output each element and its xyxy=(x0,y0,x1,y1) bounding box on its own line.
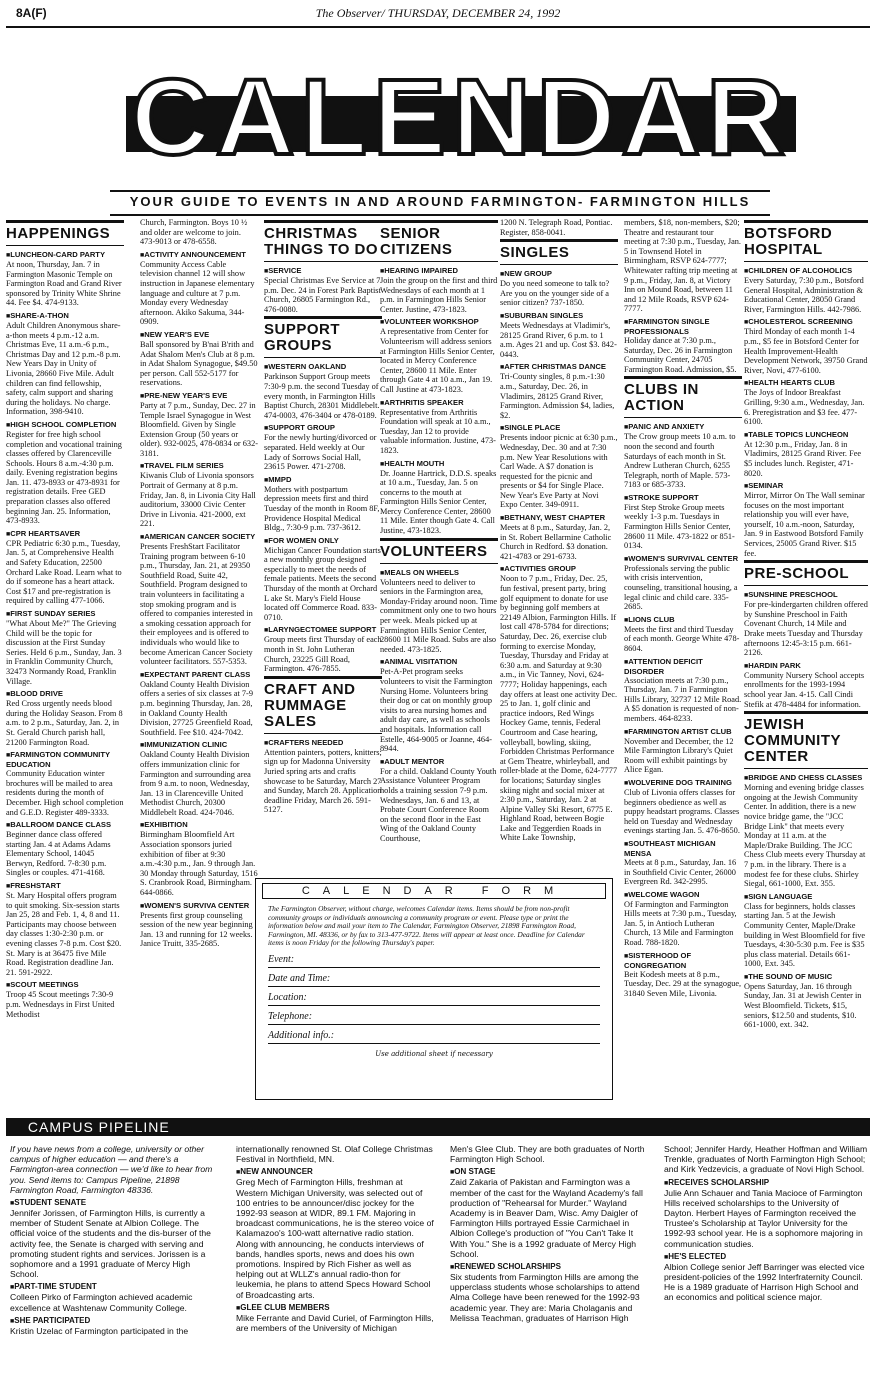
item-heading: ■ ATTENTION DEFICIT DISORDER xyxy=(624,657,742,676)
item-body: The Crow group meets 10 a.m. to noon the second and fourth Saturdays of each month in St. Andrew Lutheran Church, 6255 Telegraph, north of Maple. 573-7183 or 685-3733. xyxy=(624,432,736,490)
item-heading: ■ BETHANY, WEST CHAPTER xyxy=(500,513,618,523)
item-heading: ■ EXPECTANT PARENT CLASS xyxy=(140,670,258,680)
item-body: Do you need someone to talk to? Are you on the younger side of a senior citizen? 737-1850. xyxy=(500,279,610,308)
campus-pipeline-bar xyxy=(6,1118,870,1136)
column-happenings xyxy=(6,218,124,1019)
item-body: Mothers with postpartum depression meets first and third Tuesday of the month in Room 8F, Providence Hospital Medical Bldg., 7:30-9 p.m. 737-3612. xyxy=(264,484,380,533)
item-heading: ■ RECEIVES SCHOLARSHIP xyxy=(664,1178,868,1188)
item-body: Holiday dance at 7:30 p.m., Saturday, Dec. 26 in Farmington Community Center, 24705 Farmington Road. Admission, $5. xyxy=(624,335,737,374)
section-heading: CLUBS IN ACTION xyxy=(624,376,742,418)
item-heading: ■ FRESHSTART xyxy=(6,881,124,891)
item-heading: ■ BLOOD DRIVE xyxy=(6,689,124,699)
page-number: 8A(F) xyxy=(16,6,47,20)
item-body: For a child. Oakland County Youth Assistance Volunteer Program holds a training session 7-9 p.m. Wednesdays, Jan. 6 and 13, at Probate Court Conference Room on the second floor in the East Wing of the Oakland County Courthouse, xyxy=(380,766,497,843)
item-body: Every Saturday, 7:30 p.m., Botsford General Hospital, Administration & Educational Center, 28050 Grand River, Farmington Hills. 442-7986. xyxy=(744,276,864,314)
form-field-0: Event: xyxy=(268,954,600,968)
item-heading: ■ WESTERN OAKLAND xyxy=(264,362,382,372)
item-body: Party at 7 p.m., Sunday, Dec. 27 in Temple Israel Synagogue in West Bloomfield. Given by Single Extension Group (50 years or older). 932-0025, 478-0834 or 632-3181. xyxy=(140,400,258,458)
item-heading: ■ BRIDGE AND CHESS CLASSES xyxy=(744,773,868,783)
item-body: Oakland County Health Division offers a series of six classes at 7-9 p.m. beginning Thursday, Jan. 28, in Oakland County Health Division, 27725 Greenfield Road, Southfield. Fee $10. 424-7042. xyxy=(140,679,253,737)
item-heading: ■ TRAVEL FILM SERIES xyxy=(140,461,258,471)
pipeline-column-3 xyxy=(450,1144,650,1323)
section-heading: CHRISTMAS THINGS TO DO xyxy=(264,220,382,262)
item-heading: ■ VOLUNTEER WORKSHOP xyxy=(380,317,498,327)
item-body: Mirror, Mirror On The Wall seminar focuses on the most important relationship you will ever have, yourself, 10 a.m.-noon, Saturday, Jan. 9 in Eastwood Botsford Family Services, 25005 Grand River. $15 fee. xyxy=(744,491,865,558)
section-heading: SUPPORT GROUPS xyxy=(264,316,382,358)
pipeline-c2-lead: internationally renowned St. Olaf College Christmas Festival in Northfield, MN. xyxy=(236,1144,433,1165)
item-heading: ■ PRE-NEW YEAR'S EVE xyxy=(140,391,258,401)
item-heading: ■ STUDENT SENATE xyxy=(10,1198,220,1208)
item-body: Group meets first Thursday of each month in St. John Lutheran Church, 23225 Gill Road, Farmington. 476-7855. xyxy=(264,635,382,674)
item-body: Meets the first and third Tuesday of each month. George White 478-8604. xyxy=(624,624,740,653)
pipeline-column-4 xyxy=(664,1144,868,1303)
item-body: For pre-kindergarten children offered by Sunshine Preschool in Faith Covenant Church, 14 Mile and Drake meets Tuesday and Thursday afternoons 12:45-3:15 p.m. 661-2126. xyxy=(744,600,868,658)
item-heading: ■ RENEWED SCHOLARSHIPS xyxy=(450,1262,650,1272)
section-heading: SINGLES xyxy=(500,239,618,265)
item-body: Six students from Farmington Hills are among the upperclass students whose scholarships to attend Alma College have been renewed for the 1992-93 academic year. They are: Maria Cholaganis and Melissa Teachman, graduates of Harrison High xyxy=(450,1272,640,1323)
item-body: Red Cross urgently needs blood during the Holiday Season. From 8 a.m. to 2 p.m., Saturday, Jan. 2, in St. Gerald Church parish hall, 21200 Farmington Road. xyxy=(6,699,123,747)
item-body: Dr. Joanne Hartrick, D.D.S. speaks at 10 a.m., Tuesday, Jan. 5 on concerns to the mouth at Farmington Hills Senior Center, Mercy Conference Center, 28600 11 Mile. Enter though Gate 4. Call Justine, 473-1823. xyxy=(380,468,497,536)
item-body: Representative from Arthritis Foundation will speak at 10 a.m., Tuesday, Jan 12 to provide valuable information. Justine, 473-1823. xyxy=(380,407,496,455)
item-heading: ■ SIGN LANGUAGE xyxy=(744,892,868,902)
item-body: Ball sponsored by B'nai B'rith and Adat Shalom Men's Club at 8 p.m. in Adat Shalom Synagogue, $49.50 per person. Call 552-5177 for reservations. xyxy=(140,339,258,388)
item-heading: ■ GLEE CLUB MEMBERS xyxy=(236,1303,436,1313)
item-heading: ■ FOR WOMEN ONLY xyxy=(264,536,382,546)
form-field-4: Additional info.: xyxy=(268,1030,600,1044)
item-heading: ■ FARMINGTON SINGLE PROFESSIONALS xyxy=(624,317,742,336)
item-body: First Step Stroke Group meets weekly 1-3 p.m. Tuesdays in Farmington Hills Senior Center, 28600 11 Mile. 473-1822 or 851-0134. xyxy=(624,502,735,551)
item-body: Community Access Cable television channel 12 will show instruction in Japanese elementary language and culture at 7 p.m. Monday every Wednesday afternoon. Akiko Sakuma, 344-0909. xyxy=(140,259,255,327)
item-body: Kristin Uzelac of Farmington participated in the xyxy=(10,1325,189,1336)
item-body: A representative from Center for Volunteerism will address seniors at Farmington Hills Senior Center, located in Mercy Conference Center, 28600 11 Mile. Enter through Gate 4 at 10 a.m., Jan 19. Call Justine at 473-1823. xyxy=(380,327,495,394)
item-body: Troop 45 Scout meetings 7:30-9 p.m. Wednesdays in First United Methodist xyxy=(6,990,115,1019)
lead-text: Church, Farmington. Boys 10 ½ and older are welcome to join. 473-9013 or 478-6558. xyxy=(140,218,248,247)
item-body: St. Mary Hospital offers program to quit smoking. Six-session starts Jan 25, 28 and Feb. 1, 4, 8 and 11. Participants may choose between day classes 1:30-2:30 p.m. or evening classes 7-8 p.m. Cost $20. St. Mary is at 36475 five Mile Road. Registration deadline Jan. 21. 591-2922. xyxy=(6,891,122,977)
item-heading: ■ ANIMAL VISITATION xyxy=(380,657,498,667)
calendar-banner-title: CALENDAR xyxy=(131,56,791,177)
item-heading: ■ HE'S ELECTED xyxy=(664,1252,868,1262)
item-heading: ■ CRAFTERS NEEDED xyxy=(264,738,382,748)
item-body: Oakland County Health Division offers immunization clinic for Farmington and surrounding area from 9 a.m. to noon, Wednesday, Jan. 13 in Clarenceville United Methodist Church, 20300 Middlebelt Road. 424-7046. xyxy=(140,750,251,817)
item-body: Jennifer Jorissen, of Farmington Hills, is currently a member of Student Senate at Albion College. The official voice of the students and the dis-burser of the activity fee, the Senate is charged with serving and promoting student rights and services. Jorissen is a sophomore and a 1991 graduate of Mercy High School. xyxy=(10,1208,211,1280)
item-body: Adult Children Anonymous share-a-thon meets 4 p.m.-12 a.m. Christmas Eve, 11 a.m.-6 p.m., Christmas Day and 12 p.m.-8 p.m. New Years Day in Unity of Livonia, 28660 Five Mile. Adult children can find fellowship, safety, calm support and sharing during the holidays. No charge. Information, 398-9410. xyxy=(6,320,121,417)
column-5 xyxy=(500,218,618,843)
item-heading: ■ STROKE SUPPORT xyxy=(624,493,742,503)
section-heading: BOTSFORD HOSPITAL xyxy=(744,220,868,262)
item-heading: ■ CPR HEARTSAVER xyxy=(6,529,124,539)
section-heading: SENIOR CITIZENS xyxy=(380,220,498,262)
item-heading: ■ HIGH SCHOOL COMPLETION xyxy=(6,420,124,430)
item-heading: ■ SUNSHINE PRESCHOOL xyxy=(744,590,868,600)
item-body: Kiwanis Club of Livonia sponsors Portrait of Germany at 8 p.m. Friday, Jan. 8, in Livonia City Hall auditorium, 33000 Civic Center Drive in Livonia. 421-2000, ext 221. xyxy=(140,471,256,529)
item-body: Morning and evening bridge classes ongoing at the Jewish Community Center. In addition, there is a new novice bridge game, the "JCC Bridge Link" that meets every Monday at 11 a.m. at the Maple/Drake Building. The JCC Chess Club meets every Thursday at 7 p.m. in the library. There is a modest fee for these clubs. Shirley Siegal, 661-1000, Ext. 355. xyxy=(744,783,866,889)
column-6 xyxy=(624,218,742,998)
item-heading: ■ WELCOME WAGON xyxy=(624,890,742,900)
item-heading: ■ HEALTH MOUTH xyxy=(380,459,498,469)
column-3 xyxy=(264,218,382,815)
item-body: Noon to 7 p.m., Friday, Dec. 25, fun festival, present party, bring golf equipment to donate for use by beginning golf members at 22149 Albion, Farmington Hills. If lost call 478-5784 for directions; Saturday, Dec. 26, exercise club forming to exercise Monday, Tuesday, Thursday and Friday at 6:30 a.m. and Saturday at 9:30 a.m., in Vic Tanney, Novi, 624-7777; Holiday happenings, each day offers at least one activity Dec. 25 to Jan. 1, golf clinic and practice indoors, Red Wings Hockey Game, tennis, Federal Courtroom and Case hearing, volleyball, bowling, skiing, Forbidden Christmas Performance at Gem Theatre, whirleyball, and roller-blade at the Dome, 624-7777 for locations; Saturday singles skiing night and social mixer at 2:30 p.m., Saturday, Jan. 2 at Alpine Valley Ski Resort, 6775 E. Highland Road, between Bogie Lake and Teggerdien Roads in White Lake Township, xyxy=(500,574,618,843)
item-heading: ■ FARMINGTON ARTIST CLUB xyxy=(624,727,742,737)
form-field-3: Telephone: xyxy=(268,1011,600,1025)
page-header xyxy=(6,4,870,26)
campus-pipeline-title: CAMPUS PIPELINE xyxy=(27,1119,170,1135)
item-body: "What About Me?" The Grieving Child will be the topic for discussion at the First Sunday Series. Held 6 p.m., Sunday, Jan. 3 in Franklin Community Church, 32473 Normandy Road, Franklin Village. xyxy=(6,619,122,686)
item-heading: ■ ON STAGE xyxy=(450,1167,650,1177)
item-heading: ■ EXHIBITION xyxy=(140,820,258,830)
column-2 xyxy=(140,218,258,949)
section-heading: CRAFT AND RUMMAGE SALES xyxy=(264,676,382,734)
lead-text: 1200 N. Telegraph Road, Pontiac. Register, 858-0041. xyxy=(500,218,613,237)
item-body: Volunteers need to deliver to seniors in the Farmington area, Monday-Friday around noon. Time commitment only one to two hours per week. Meals picked up at Farmington Hills Senior Center, 28600 11 Mile Road. Subs are also needed. 473-1825. xyxy=(380,577,498,654)
item-body: Presents FreshStart Facilitator Training program between 6-10 p.m., Thursday, Jan. 21, at 29350 Southfield Road, Suite 42, Southfield. Program designed to train volunteers in facilitating a stop smoking program and is offered to companies interested in a smoking cessation approach for their employees and is offered to individuals who would like to become American Cancer Society volunteer facilitators. 557-5353. xyxy=(140,542,253,667)
item-heading: ■ CHILDREN OF ALCOHOLICS xyxy=(744,266,868,276)
item-body: Greg Mech of Farmington Hills, freshman at Western Michigan University, was selected out of 100 entries to be announcer/disc jockey for the 1992-93 season at WIDR, 89.1 FM. Majoring in broadcast communications, he is the stereo voice of Kalamazoo's 100-watt alternative radio station. Along with announcing, he conducts interviews of bands, handles sports, news and does his own promotions. Inspired by Rich Fisher as well as helping out at WLLZ's annual radio-thon for leukemia, he plans to attend Specs Howard School of Broadcasting arts. xyxy=(236,1177,434,1300)
item-body: Association meets at 7:30 p.m., Thursday, Jan. 7 in Farmington Hills Library, 32737 12 Mile Road. A $5 donation is requested of non-members. 464-8233. xyxy=(624,675,742,723)
item-heading: ■ ADULT MENTOR xyxy=(380,757,498,767)
item-body: CPR Pediatric 6:30 p.m., Tuesday, Jan. 5, at Comprehensive Health and Safety Education, 22500 Orchard Lake Road. Learn what to do if someone has a heart attack. Cost $17 and pre-registration is required by calling 477-1066. xyxy=(6,538,122,606)
item-body: Mike Ferrante and David Curiel, of Farmington Hills, are members of the University of Michigan xyxy=(236,1312,434,1334)
item-heading: ■ WOLVERINE DOG TRAINING xyxy=(624,778,742,788)
item-heading: ■ SISTERHOOD OF CONGREGATION xyxy=(624,951,742,970)
item-heading: ■ AMERICAN CANCER SOCIETY xyxy=(140,532,258,542)
item-heading: ■ SCOUT MEETINGS xyxy=(6,980,124,990)
item-heading: ■ SINGLE PLACE xyxy=(500,423,618,433)
item-body: Community Nursery School accepts enrollments for the 1993-1994 school year Jan. 4-15. Call Cindi Stefik at 478-4484 for information. xyxy=(744,670,865,709)
item-heading: ■ SOUTHEAST MICHIGAN MENSA xyxy=(624,839,742,858)
pipeline-column-1 xyxy=(10,1144,220,1336)
item-body: Presents indoor picnic at 6:30 p.m., Wednesday, Dec. 30 and at 7:30 p.m. New Year Resolutions with Carl Wade. A $7 donation is requested for the picnic and presents or $4 for Single Place. New Year's Eve Party at Novi Expo Center. 349-0911. xyxy=(500,433,618,510)
item-body: Zaid Zakaria of Pakistan and Farmington was a member of the cast for the Wayland Academy's fall production of "Rehearsal for Murder." Wayland Academy is in Beaver Dam, Wisc. Amy Daigler of Farmington Hills portrayed Essie Carmichael in Albion College's production of "You Can't Take It With You." She is a 1992 graduate of Mercy High School. xyxy=(450,1177,643,1259)
item-body: Opens Saturday, Jan. 16 through Sunday, Jan. 31 at Jewish Center in West Bloomfield. Tickets, $15, seniors, $12.50 and students, $10. 661-1000, ext. 342. xyxy=(744,981,862,1030)
item-body: Parkinson Support Group meets 7:30-9 p.m. the second Tuesday of every month, in Farmington Hills Baptist Church, 28301 Middlebelt. 474-0003, 476-3404 or 478-0189. xyxy=(264,372,380,420)
item-body: Meets at 8 p.m., Saturday, Jan. 2, in St. Robert Bellarmine Catholic Church in Redford. $3 donation. 421-4783 or 291-6733. xyxy=(500,523,612,561)
item-body: The Joys of Indoor Breakfast Grilling, 9:30 a.m., Wednesday, Jan. 6. Preregistration and $3 fee. 477-6100. xyxy=(744,388,865,427)
item-body: Special Christmas Eve Service at 7 p.m. Dec. 24 in Forest Park Baptist Church, 26805 Farmington Rd., 476-0080. xyxy=(264,276,381,314)
item-body: Professionals serving the public with crisis intervention, counseling, transitional housing, a legal clinic and child care. 335-2685. xyxy=(624,563,738,612)
item-body: Michigan Cancer Foundation starts a new monthly group designed especially to meet the needs of female patients. Meets the second Thursday of the month at Orchard L ake St. Mary's Field House located off Commerce Road. 833-0710. xyxy=(264,545,381,622)
banner-tagline: YOUR GUIDE TO EVENTS IN AND AROUND FARMINGTON- FARMINGTON HILLS xyxy=(110,190,770,216)
item-body: Attention painters, potters, knitters; sign up for Madonna University Juried spring arts and crafts showcase to be Saturday, March 27 and Sunday, March 28. Application deadline Friday, March 26. 591-5127. xyxy=(264,747,382,815)
item-heading: ■ MMPD xyxy=(264,475,382,485)
item-body: At noon, Thursday, Jan. 7 in Farmington Masonic Temple on Farmington Road and Grand River sponsored by Trinity White Shrine 44. Fee $4. 474-9133. xyxy=(6,260,122,308)
item-heading: ■ MEALS ON WHEELS xyxy=(380,568,498,578)
item-body: Meets Wednesdays at Vladimir's, 28125 Grand River, 6 p.m. to 1 a.m. Ages 21 and up. Cost $3. 842-0443. xyxy=(500,320,617,359)
item-heading: ■ HEALTH HEARTS CLUB xyxy=(744,378,868,388)
calendar-form-footer: Use additional sheet if necessary xyxy=(375,1049,493,1058)
section-heading: VOLUNTEERS xyxy=(380,538,498,564)
item-heading: ■ ACTIVITIES GROUP xyxy=(500,564,618,574)
form-field-1: Date and Time: xyxy=(268,973,600,987)
calendar-form-title: CALENDAR FORM xyxy=(262,883,606,899)
item-heading: ■ PART-TIME STUDENT xyxy=(10,1282,220,1292)
item-heading: ■ FIRST SUNDAY SERIES xyxy=(6,609,124,619)
item-heading: ■ SUBURBAN SINGLES xyxy=(500,311,618,321)
item-body: Beit Kodesh meets at 8 p.m., Tuesday, Dec. 29 at the synagogue, 31840 Seven Mile, Livonia. xyxy=(624,969,742,998)
item-heading: ■ HARDIN PARK xyxy=(744,661,868,671)
item-heading: ■ WOMEN'S SURVIVAL CENTER xyxy=(624,554,742,564)
item-heading: ■ IMMUNIZATION CLINIC xyxy=(140,740,258,750)
item-body: Julie Ann Schauer and Tania Macioce of Farmington Hills received scholarships to the University of Dayton. Herbert Hayes of Farmington received the Trustee's Scholarship at Taylor University for the 1992-93 school year. He is a sophomore majoring in communication studies. xyxy=(664,1187,863,1249)
section-heading: PRE-SCHOOL xyxy=(744,560,868,586)
item-body: Beginner dance class offered starting Jan. 4 at Adams Adams Elementary School, 14045 Berwyn, Redford. 7-8:30 p.m. Singles or couples. 471-4168. xyxy=(6,830,111,878)
item-body: Community Education winter brochures will be mailed to area residents during the month of December. High school completion and G.E.D. Register 489-3333. xyxy=(6,769,124,817)
calendar-form-instructions: The Farmington Observer, without charge, welcomes Calendar items. Items should be from non-profit community groups or individuals announcing a community program or event. Please type or print the information below and mail your item to The Calendar, Farmington Observer, 21898 Farmington Road, Farmington, MI. 48336, or by fax to 313-477-9722. Items will appear at least once. Deadline for Calendar items is noon Friday for the following Thursday's paper. xyxy=(268,904,585,948)
calendar-form xyxy=(255,878,613,1100)
section-heading: HAPPENINGS xyxy=(6,220,124,246)
item-body: At 12:30 p.m., Friday, Jan. 8 in Vladimirs, 28125 Grand River. Fee $5 includes lunch. Register, 471-8020. xyxy=(744,439,862,478)
item-body: Pet-A-Pet program seeks volunteers to visit the Farmington Nursing Home. Volunteers bring their dog or cat on monthly group visits to area nursing homes and adult day care, as well as schools and hospitals. Information call Estelle, 464-9005 or Joanne, 464-8944. xyxy=(380,667,493,754)
item-body: Club of Livonia offers classes for beginners obedience as well as puppy headstart programs. Classes held on Tuesday and Wednesday evenings starting Jan. 5. 476-8650. xyxy=(624,787,740,836)
item-heading: ■ SERVICE xyxy=(264,266,382,276)
item-heading: ■ SUPPORT GROUP xyxy=(264,423,382,433)
item-body: Colleen Pirko of Farmington achieved academic excellence at Washtenaw Community College. xyxy=(10,1292,193,1313)
item-heading: ■ HEARING IMPAIRED xyxy=(380,266,498,276)
item-heading: ■ SEMINAR xyxy=(744,481,868,491)
pipeline-column-2 xyxy=(236,1144,436,1333)
item-heading: ■ LARYNGECTOMEE SUPPORT xyxy=(264,625,382,635)
item-heading: ■ NEW GROUP xyxy=(500,269,618,279)
item-heading: ■ PANIC AND ANXIETY xyxy=(624,422,742,432)
item-body: Tri-County singles, 8 p.m.-1:30 a.m., Saturday, Dec. 26, in Vladimirs, 28125 Grand River, Farmington. Admission $4, ladies, $2. xyxy=(500,372,615,420)
item-heading: ■ NEW ANNOUNCER xyxy=(236,1167,436,1177)
item-heading: ■ LIONS CLUB xyxy=(624,615,742,625)
pipeline-c4-lead: School; Jennifer Hardy, Heather Hoffman and William Trenkle, graduates of North Farmington High School; and Kirk Yedzevicis, a graduate of Novi High School. xyxy=(664,1144,868,1175)
item-heading: ■ ACTIVITY ANNOUNCEMENT xyxy=(140,250,258,260)
calendar-banner xyxy=(126,56,796,177)
form-field-2: Location: xyxy=(268,992,600,1006)
item-heading: ■ LUNCHEON-CARD PARTY xyxy=(6,250,124,260)
column-7 xyxy=(744,218,868,1030)
dateline: The Observer/ THURSDAY, DECEMBER 24, 1992 xyxy=(315,6,561,20)
item-body: Class for beginners, holds classes starting Jan. 5 at the Jewish Community Center, Maple/Drake building in West Bloomfield for five Tuesdays, 4:30-5:30 p.m. Fee is $35 plus class material. Details 661-1000, Ext. 345. xyxy=(744,901,866,969)
column-4 xyxy=(380,218,498,844)
item-body: Join the group on the first and third Wednesdays of each month at 1 p.m. in Farmington Hills Senior Center. Justine, 473-1823. xyxy=(380,276,498,314)
item-heading: ■ THE SOUND OF MUSIC xyxy=(744,972,868,982)
item-body: For the newly hurting/divorced or separated. Held weekly at Our Lady of Sorrows Social Hall, 23615 Power. 471-2708. xyxy=(264,433,377,472)
item-heading: ■ FARMINGTON COMMUNITY EDUCATION xyxy=(6,750,124,769)
section-heading: JEWISH COMMUNITY CENTER xyxy=(744,711,868,769)
item-body: Presents first group counseling session of the new year beginning Jan. 13 and running for 12 weeks. Janice Truitt, 335-2685. xyxy=(140,910,253,949)
item-body: Third Monday of each month 1-4 p.m., $5 fee in Botsford Center for Health Improvement-Health Development Network, 39750 Grand River, Novi, 477-6100. xyxy=(744,327,868,375)
lead-text: members, $18, non-members, $20; Theatre and restaurant tour meeting at 7:30 p.m., Tuesday, Jan. 5 in Townsend Hotel in Birmingham, RSVP 624-7777; Whitewater rafting trip meeting at 9 p.m., Friday, Jan. 8, at Victory Inn on Mound Road, between 11 and 12 Mile Roads, RSVP 624-7777. xyxy=(624,218,741,314)
item-body: Meets at 8 p.m., Saturday, Jan. 16 in Southfield Civic Center, 26000 Evergreen Rd. 342-2995. xyxy=(624,857,737,887)
item-body: Albion College senior Jeff Barringer was elected vice president-policies of the 1992 Interfraternity Council. He is a 1989 graduate of Harrison High School and an economics and political science major. xyxy=(664,1261,865,1303)
item-heading: ■ TABLE TOPICS LUNCHEON xyxy=(744,430,868,440)
pipeline-intro: If you have news from a college, university or other campus of higher education — and there's a Farmington-area connection — we'd like to hear from you. Send items to: Campus Pipeline, 21898 Farmington Road, Farmington 48336. xyxy=(10,1144,213,1195)
item-body: November and December, the 12 Mile Farmington Library's Quiet Room will exhibit paintings by Alice Egan. xyxy=(624,736,734,775)
item-body: Of Farmington and Farmington Hills meets at 7:30 p.m., Tuesday, Jan. 5, in Antioch Lutheran Church, 13 Mile and Farmington Road. 788-1820. xyxy=(624,899,737,948)
item-heading: ■ WOMEN'S SURVIVA CENTER xyxy=(140,901,258,911)
item-heading: ■ AFTER CHRISTMAS DANCE xyxy=(500,362,618,372)
item-heading: ■ BALLROOM DANCE CLASS xyxy=(6,820,124,830)
pipeline-c3-lead: Men's Glee Club. They are both graduates of North Farmington High School. xyxy=(450,1144,645,1165)
item-heading: ■ ARTHRITIS SPEAKER xyxy=(380,398,498,408)
item-heading: ■ NEW YEAR'S EVE xyxy=(140,330,258,340)
item-heading: ■ SHARE-A-THON xyxy=(6,311,124,321)
item-body: Register for free high school completion and vocational training classes offered by Clarenceville Schools. Hours 8 a.m.-4:30 p.m. daily. Evening registration begins Jan. 11. 473-8933 or 473-8931 for registration details. Free GED preparation classes also offered beginning Jan. 25. Information, 473-8933. xyxy=(6,429,122,526)
item-heading: ■ SHE PARTICIPATED xyxy=(10,1316,220,1326)
item-heading: ■ CHOLESTEROL SCREENING xyxy=(744,317,868,327)
item-body: Birmingham Bloomfield Art Association sponsors juried exhibition of fiber at 9:30 a.m.-4:30 p.m., Jan. 9 through Jan. 30 Monday through Saturday, 1516 S. Cranbrook Road, Birmingham. 644-0866. xyxy=(140,830,258,898)
